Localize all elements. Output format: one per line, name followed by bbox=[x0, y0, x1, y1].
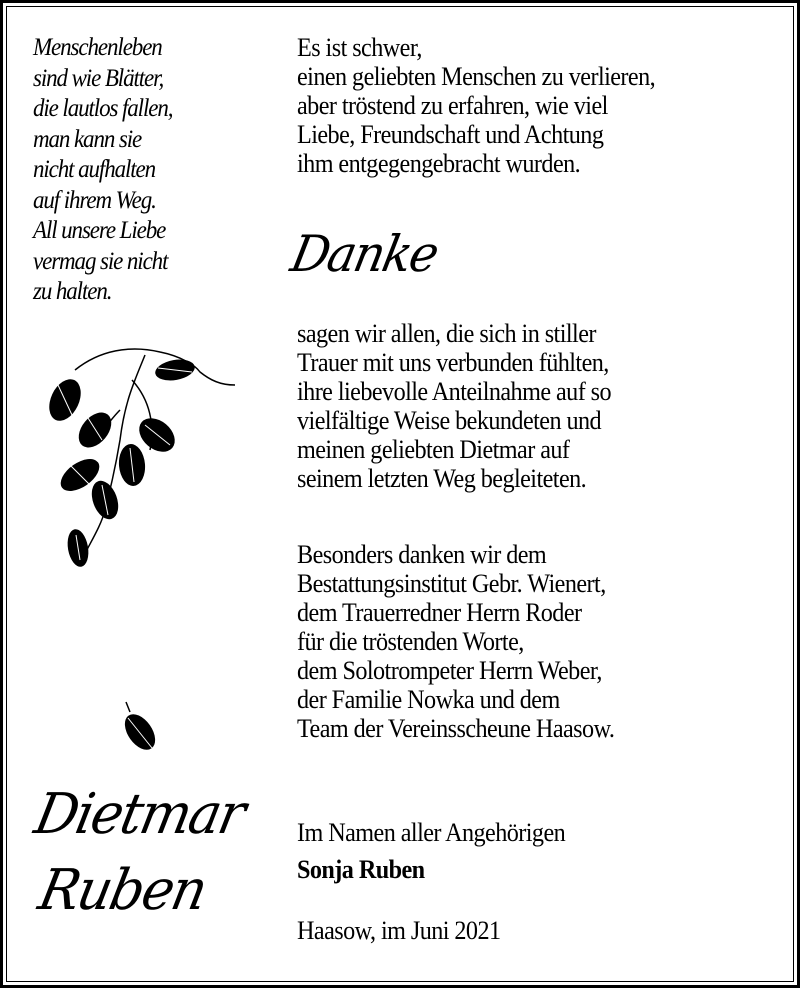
thanks-paragraph bbox=[297, 319, 777, 493]
text-line: Besonders danken wir dem bbox=[297, 540, 547, 569]
poem-line: zu halten. bbox=[33, 278, 112, 305]
text-line: einen geliebten Menschen zu verlieren, bbox=[297, 62, 656, 91]
text-line: Liebe, Freundschaft und Achtung bbox=[297, 120, 604, 149]
signer-name: Sonja Ruben bbox=[297, 855, 425, 884]
text-line: aber tröstend zu erfahren, wie viel bbox=[297, 91, 608, 120]
signature-name bbox=[297, 855, 777, 884]
danke-heading: Danke bbox=[286, 225, 443, 283]
text-line: Es ist schwer, bbox=[297, 33, 422, 62]
poem-line: All unsere Liebe bbox=[33, 217, 166, 244]
text-line: dem Solotrompeter Herrn Weber, bbox=[297, 656, 602, 685]
poem-line: auf ihrem Weg. bbox=[33, 186, 156, 214]
poem-line: vermag sie nicht bbox=[33, 247, 168, 275]
signature-line bbox=[297, 818, 777, 847]
text-line: ihm entgegengebracht wurden. bbox=[297, 149, 581, 178]
deceased-last-name: Ruben bbox=[33, 858, 212, 923]
poem-line: Menschenleben bbox=[33, 34, 162, 61]
leaf-branch-illustration bbox=[40, 340, 240, 580]
text-line: dem Trauerredner Herrn Roder bbox=[297, 598, 582, 627]
text-line: der Familie Nowka und dem bbox=[297, 685, 560, 714]
falling-leaf-illustration bbox=[118, 700, 162, 760]
poem-line: man kann sie bbox=[33, 125, 142, 153]
special-thanks-paragraph bbox=[297, 540, 777, 743]
poem-line: sind wie Blätter, bbox=[33, 64, 164, 92]
text-line: für die tröstenden Worte, bbox=[297, 627, 524, 656]
poem bbox=[33, 33, 273, 308]
text-line: ihre liebevolle Anteilnahme auf so bbox=[297, 377, 612, 406]
text-line: sagen wir allen, die sich in stiller bbox=[297, 319, 596, 348]
deceased-first-name: Dietmar bbox=[29, 782, 250, 847]
text-line: Team der Vereinsscheune Haasow. bbox=[297, 714, 615, 743]
text-line: meinen geliebten Dietmar auf bbox=[297, 435, 570, 464]
text-line: vielfältige Weise bekundeten und bbox=[297, 406, 602, 435]
poem-line: nicht aufhalten bbox=[33, 156, 156, 183]
text-line: seinem letzten Weg begleiteten. bbox=[297, 464, 587, 493]
place-date-text: Haasow, im Juni 2021 bbox=[297, 916, 501, 945]
text-line: Bestattungsinstitut Gebr. Wienert, bbox=[297, 569, 606, 598]
signature-text: Im Namen aller Angehörigen bbox=[297, 818, 566, 847]
poem-line: die lautlos fallen, bbox=[33, 95, 173, 122]
text-line: Trauer mit uns verbunden fühlten, bbox=[297, 348, 609, 377]
place-date bbox=[297, 916, 777, 945]
intro-paragraph bbox=[297, 33, 777, 178]
